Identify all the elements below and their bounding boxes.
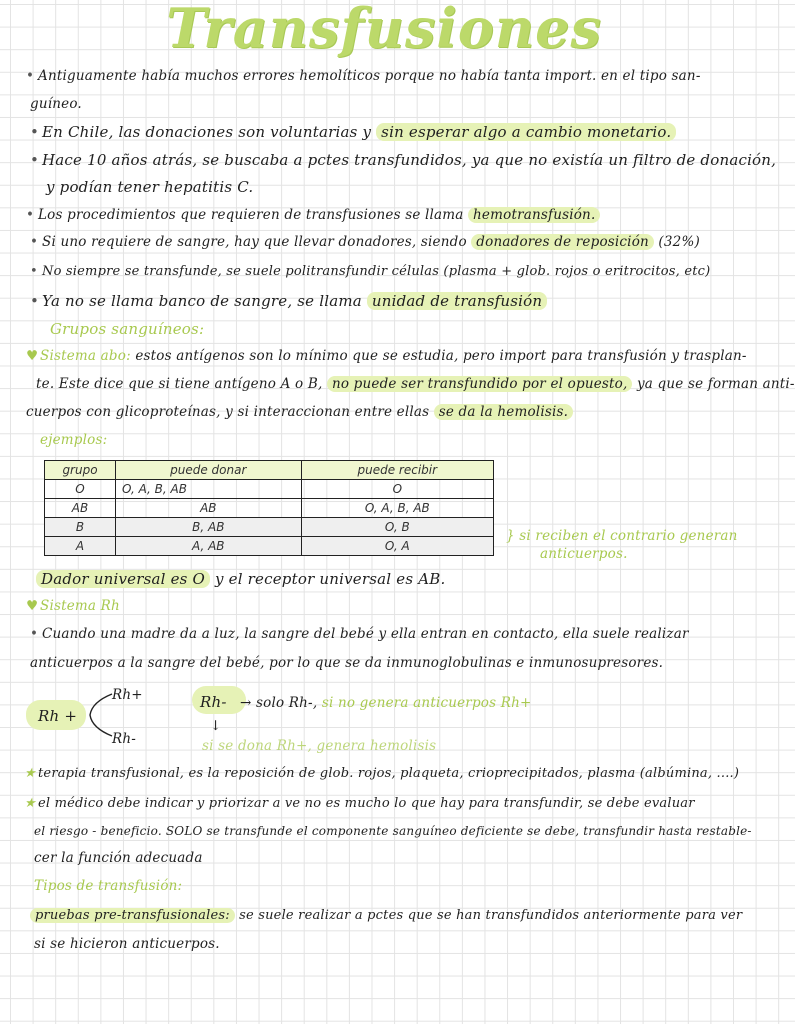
rh-arrow-line: → solo Rh-, si no genera anticuerpos Rh+ xyxy=(240,695,532,711)
intro-line-6: • Los procedimientos que requieren de transfusiones se llama hemotransfusión. xyxy=(26,207,600,223)
arrow-down-icon: ↓ xyxy=(210,718,222,734)
table-cell: O, A, B, AB xyxy=(301,499,493,518)
rh-line-1: • Cuando una madre da a luz, la sangre del bebé y ella entran en contacto, ella suele realizar xyxy=(30,626,689,642)
table-row xyxy=(45,537,494,556)
intro-line-5: y podían tener hepatitis C. xyxy=(46,178,254,196)
highlight-text: hemotransfusión. xyxy=(468,207,600,223)
table-note: } si reciben el contrario generan xyxy=(506,528,738,544)
therapy-line-2: ★ el médico debe indicar y priorizar a ve no es mucho lo que hay para transfundir, se debe evaluar xyxy=(24,796,695,811)
abo-line-3: cuerpos con glicoproteínas, y si interaccionan entre ellas se da la hemolisis. xyxy=(26,404,573,420)
highlight-text: sin esperar algo a cambio monetario. xyxy=(376,123,676,141)
intro-line-7: • Si uno requiere de sangre, hay que llevar donadores, siendo donadores de reposición (32%) xyxy=(30,234,700,250)
table-cell: O xyxy=(301,480,493,499)
table-row xyxy=(45,518,494,537)
rh-minus-label: Rh- xyxy=(200,693,227,711)
table-header: puede recibir xyxy=(301,461,493,480)
table-cell: B xyxy=(45,518,116,537)
therapy-line-3: el riesgo - beneficio. SOLO se transfunde el componente sanguíneo deficiente se debe, transfundir hasta restable- xyxy=(34,824,752,838)
pretrans-line-1: pruebas pre-transfusionales: se suele realizar a pctes que se han transfundidos anteriormente para ver xyxy=(30,908,742,923)
table-header: grupo xyxy=(45,461,116,480)
table-cell: O xyxy=(45,480,116,499)
intro-line-4: • Hace 10 años atrás, se buscaba a pctes transfundidos, ya que no existía un filtro de donación, xyxy=(30,151,777,169)
table-cell: B, AB xyxy=(116,518,302,537)
star-icon: ★ xyxy=(24,766,36,781)
table-note-2: anticuerpos. xyxy=(540,546,628,562)
intro-line-9: • Ya no se llama banco de sangre, se llama unidad de transfusión xyxy=(30,292,547,310)
page-title: Transfusiones xyxy=(166,0,602,60)
types-heading: Tipos de transfusión: xyxy=(34,878,183,894)
therapy-line-1: ★ terapia transfusional, es la reposición de glob. rojos, plaqueta, crioprecipitados, plasma (albúmina, ....) xyxy=(24,766,740,781)
rh-branch-bottom: Rh- xyxy=(112,731,137,747)
universal-line: Dador universal es O y el receptor universal es AB. xyxy=(36,570,445,588)
highlight-text: se da la hemolisis. xyxy=(434,404,573,420)
highlight-text: unidad de transfusión xyxy=(367,292,547,310)
rh-branch-top: Rh+ xyxy=(112,687,143,703)
table-cell: AB xyxy=(116,499,302,518)
table-header: puede donar xyxy=(116,461,302,480)
intro-line-3: • En Chile, las donaciones son voluntarias y sin esperar algo a cambio monetario. xyxy=(30,123,676,141)
table-cell: O, A, B, AB xyxy=(116,480,302,499)
table-cell: O, A xyxy=(301,537,493,556)
highlight-text: no puede ser transfundido por el opuesto, xyxy=(327,376,633,392)
highlight-text: Dador universal es O xyxy=(36,570,210,588)
abo-line-1: ♥ Sistema abo: estos antígenos son lo mínimo que se estudia, pero import para transfusión y trasplan- xyxy=(26,348,747,364)
blood-group-table xyxy=(44,460,494,556)
heart-icon: ♥ xyxy=(26,598,39,614)
intro-line-1: • Antiguamente había muchos errores hemolíticos porque no había tanta import. en el tipo san- xyxy=(26,68,701,84)
groups-heading: Grupos sanguíneos: xyxy=(50,320,205,338)
rh-heading: ♥ Sistema Rh xyxy=(26,598,120,614)
table-row xyxy=(45,499,494,518)
intro-line-2: guíneo. xyxy=(30,96,82,112)
intro-line-8: • No siempre se transfunde, se suele politransfundir células (plasma + glob. rojos o eritrocitos, etc) xyxy=(30,264,711,279)
examples-heading: ejemplos: xyxy=(40,432,108,448)
table-cell: AB xyxy=(45,499,116,518)
star-icon: ★ xyxy=(24,796,36,811)
highlight-text: pruebas pre-transfusionales: xyxy=(30,908,235,923)
rh-down-note: si se dona Rh+, genera hemolisis xyxy=(202,738,437,754)
rh-line-2: anticuerpos a la sangre del bebé, por lo que se da inmunoglobulinas e inmunosupresores. xyxy=(30,655,664,671)
therapy-line-4: cer la función adecuada xyxy=(34,850,203,866)
rh-plus-label: Rh + xyxy=(38,707,78,725)
pretrans-line-2: si se hicieron anticuerpos. xyxy=(34,936,220,952)
table-row xyxy=(45,480,494,499)
heart-icon: ♥ xyxy=(26,348,39,364)
highlight-text: donadores de reposición xyxy=(471,234,654,250)
abo-line-2: te. Este dice que si tiene antígeno A o B, no puede ser transfundido por el opuesto, ya que se forman anti- xyxy=(36,376,795,392)
table-cell: O, B xyxy=(301,518,493,537)
table-cell: A, AB xyxy=(116,537,302,556)
table-cell: A xyxy=(45,537,116,556)
table-header-row xyxy=(45,461,494,480)
